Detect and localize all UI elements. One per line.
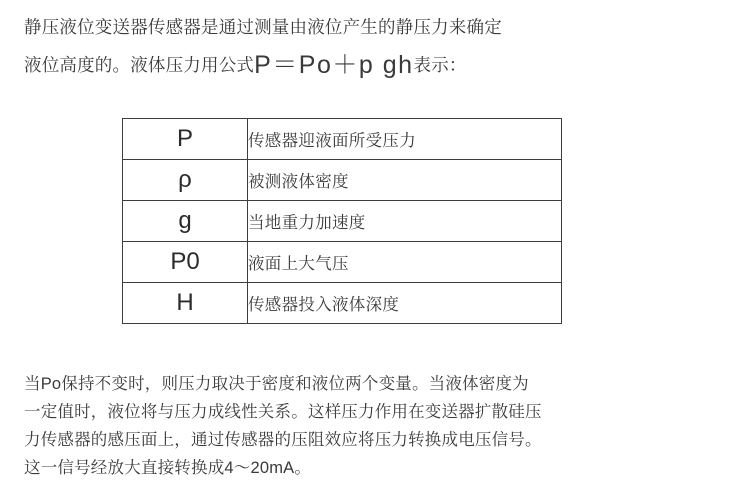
symbol-cell: g — [123, 201, 248, 242]
outro-line-4: 这一信号经放大直接转换成4～20mA。 — [24, 459, 312, 477]
pressure-formula: P＝Po＋p gh — [254, 51, 414, 79]
table-row — [123, 160, 562, 201]
intro-line-1: 静压液位变送器传感器是通过测量由液位产生的静压力来确定 — [24, 17, 502, 37]
symbol-cell: H — [123, 283, 248, 324]
intro-line-2-prefix: 液位高度的。液体压力用公式 — [24, 55, 255, 75]
table-row — [123, 119, 562, 160]
description-cell: 传感器迎液面所受压力 — [248, 119, 562, 160]
symbol-cell: ρ — [123, 160, 248, 201]
symbol-cell: P0 — [123, 242, 248, 283]
outro-line-2: 一定值时，液位将与压力成线性关系。这样压力作用在变送器扩散硅压 — [24, 403, 542, 421]
outro-line-3: 力传感器的感压面上，通过传感器的压阻效应将压力转换成电压信号。 — [24, 431, 542, 449]
description-cell: 传感器投入液体深度 — [248, 283, 562, 324]
symbol-cell: P — [123, 119, 248, 160]
table-row — [123, 242, 562, 283]
outro-paragraph — [24, 370, 724, 482]
outro-line-1: 当Po保持不变时，则压力取决于密度和液位两个变量。当液体密度为 — [24, 375, 529, 393]
description-cell: 被测液体密度 — [248, 160, 562, 201]
description-cell: 液面上大气压 — [248, 242, 562, 283]
table-row — [123, 201, 562, 242]
intro-line-2-suffix: 表示： — [413, 55, 467, 75]
table-row — [123, 283, 562, 324]
intro-paragraph — [24, 8, 718, 84]
variable-definitions-table — [122, 118, 562, 324]
description-cell: 当地重力加速度 — [248, 201, 562, 242]
